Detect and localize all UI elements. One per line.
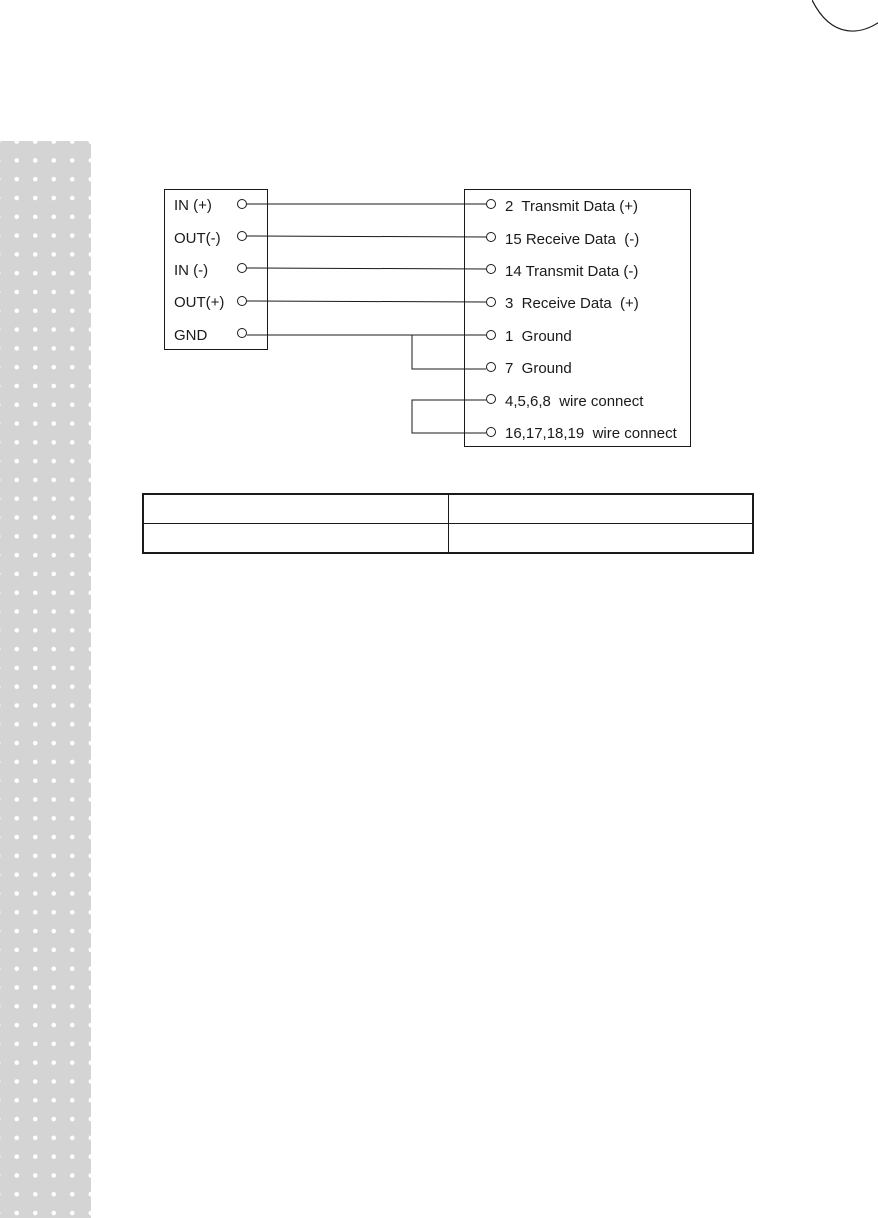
- wire: [247, 236, 486, 237]
- wire: [247, 268, 486, 269]
- right-pin-label: 15 Receive Data (-): [505, 231, 640, 248]
- wire: [247, 301, 486, 302]
- table-row: [143, 524, 753, 554]
- table-cell: [448, 524, 753, 554]
- right-pin-label: 2 Transmit Data (+): [505, 198, 638, 215]
- table-cell: [143, 494, 448, 524]
- table-row: [143, 494, 753, 524]
- right-pin-label: 3 Receive Data (+): [505, 295, 639, 312]
- left-pin-terminal-icon: [238, 297, 247, 306]
- left-pin-label: GND: [174, 327, 208, 344]
- wire: [412, 400, 486, 433]
- right-pin-terminal-icon: [487, 331, 496, 340]
- left-pin-terminal-icon: [238, 232, 247, 241]
- table-cell: [143, 524, 448, 554]
- left-pin-label: OUT(-): [174, 230, 221, 247]
- left-pin-label: IN (+): [174, 197, 212, 214]
- right-pin-terminal-icon: [487, 428, 496, 437]
- right-pin-label: 4,5,6,8 wire connect: [505, 393, 644, 410]
- left-pin-terminal-icon: [238, 329, 247, 338]
- right-pin-label: 7 Ground: [505, 360, 572, 377]
- left-pin-label: IN (-): [174, 262, 209, 279]
- right-pin-terminal-icon: [487, 298, 496, 307]
- left-pin-terminal-icon: [238, 264, 247, 273]
- right-pin-label: 14 Transmit Data (-): [505, 263, 639, 280]
- left-pin-label: OUT(+): [174, 294, 225, 311]
- blank-table: [142, 493, 754, 554]
- right-pin-terminal-icon: [487, 363, 496, 372]
- table-cell: [448, 494, 753, 524]
- left-pin-terminal-icon: [238, 200, 247, 209]
- right-pin-label: 1 Ground: [505, 328, 572, 345]
- right-pin-terminal-icon: [487, 233, 496, 242]
- right-pin-terminal-icon: [487, 200, 496, 209]
- right-pin-terminal-icon: [487, 395, 496, 404]
- wire: [412, 335, 486, 369]
- right-pin-label: 16,17,18,19 wire connect: [505, 425, 677, 442]
- right-pin-terminal-icon: [487, 265, 496, 274]
